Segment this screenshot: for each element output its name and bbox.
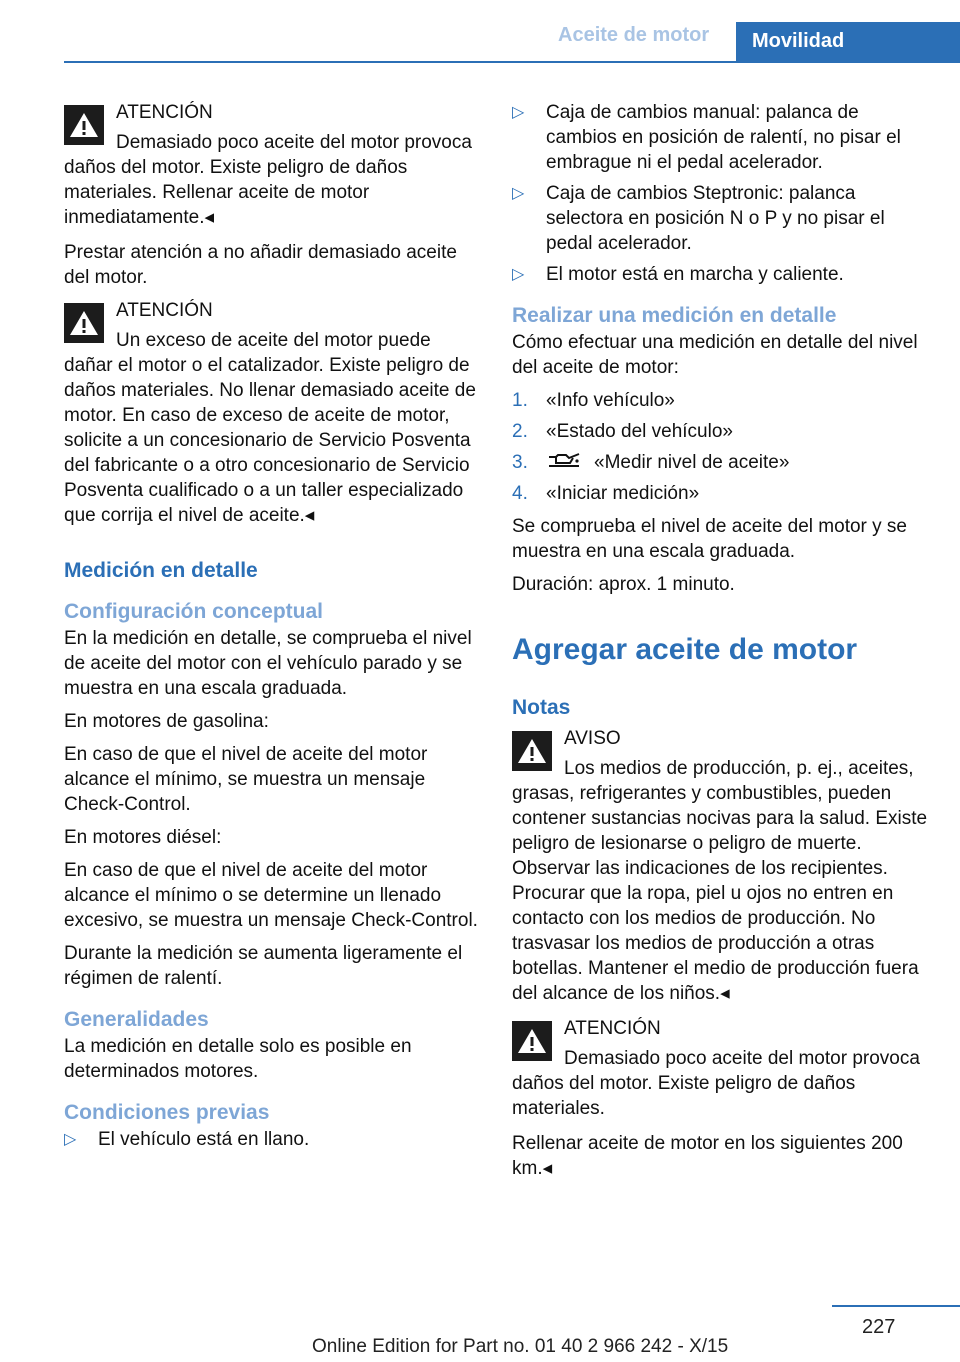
right-column — [512, 100, 932, 1189]
section-heading: Medición en detalle — [64, 559, 258, 582]
step-number: 4. — [512, 483, 528, 505]
paragraph: En motores diésel: — [64, 827, 222, 848]
list-item-text: Caja de cambios Steptronic: palanca selectora en posición N o P y no pisar el pedal acelerador. — [546, 183, 885, 254]
bullet-list — [64, 1127, 482, 1152]
warning-title: ATENCIÓN — [116, 102, 213, 123]
chapter-heading: Agregar aceite de motor — [512, 633, 858, 667]
step-text: «Medir nivel de aceite» — [594, 452, 790, 473]
bullet-marker: ▷ — [512, 266, 525, 283]
subsection-heading: Realizar una medición en detalle — [512, 304, 837, 327]
warning-triangle-icon — [512, 1021, 552, 1061]
paragraph: En caso de que el nivel de aceite del motor alcance el mínimo, se muestra un mensaje Check-Control. — [64, 744, 428, 815]
step-text: «Iniciar medición» — [546, 483, 700, 505]
step-number: 3. — [512, 452, 528, 473]
left-column — [64, 100, 482, 1162]
footer-rule — [832, 1305, 960, 1307]
list-item-text: El vehículo está en llano. — [98, 1129, 310, 1150]
oil-level-icon — [546, 450, 582, 475]
warning-triangle-icon — [64, 303, 104, 343]
warning-block — [64, 100, 482, 230]
warning-title: ATENCIÓN — [116, 300, 213, 321]
bullet-marker: ▷ — [512, 104, 525, 121]
chapter-tab: Movilidad — [736, 22, 960, 62]
bullet-list — [512, 100, 932, 287]
header-rule — [64, 61, 960, 63]
warning-title: ATENCIÓN — [564, 1018, 661, 1040]
section-heading: Notas — [512, 696, 571, 720]
bullet-marker: ▷ — [64, 1131, 77, 1148]
paragraph: Duración: aprox. 1 minuto. — [512, 574, 735, 596]
warning-block — [512, 726, 932, 1006]
bullet-marker: ▷ — [512, 185, 525, 202]
list-item-text: Caja de cambios manual: palanca de cambios en posición de ralentí, no pisar el embrague ni el pedal acelerador. — [546, 102, 901, 173]
warning-text: Los medios de producción, p. ej., aceites, grasas, refrigerantes y combustibles, pueden contener sustancias nocivas para la salud. Existe peligro de lesionarse o peligro de muerte. Observar las indicaciones de los recipientes. Procurar que la ropa, piel u ojos no entren en contacto con los medios de producción. No trasvasar los medios de producción a otras botellas. Mantener el medio de producción fuera del alcance de los niños.◂ — [512, 758, 928, 1005]
paragraph: Rellenar aceite de motor en los siguientes 200 km.◂ — [512, 1133, 903, 1180]
subsection-heading: Generalidades — [64, 1008, 209, 1031]
edition-footer: Online Edition for Part no. 01 40 2 966 242 - X/15 — [312, 1336, 729, 1357]
step-item — [512, 450, 932, 475]
subsection-heading: Condiciones previas — [64, 1101, 270, 1124]
step-number: 2. — [512, 421, 528, 442]
list-item — [512, 181, 932, 256]
warning-block — [64, 298, 482, 528]
step-text: «Info vehículo» — [546, 390, 675, 411]
paragraph: La medición en detalle solo es posible en determinados motores. — [64, 1036, 412, 1082]
step-number: 1. — [512, 390, 528, 411]
subsection-heading: Configuración conceptual — [64, 600, 324, 623]
section-tab: Aceite de motor — [558, 24, 710, 46]
paragraph: En caso de que el nivel de aceite del motor alcance el mínimo o se determine un llenado excesivo, se muestra un mensaje Check-Control. — [64, 860, 478, 931]
steps-list — [512, 388, 932, 506]
list-item — [64, 1127, 482, 1152]
paragraph: Prestar atención a no añadir demasiado aceite del motor. — [64, 242, 457, 288]
paragraph: Se comprueba el nivel de aceite del motor y se muestra en una escala graduada. — [512, 516, 907, 563]
list-item-text: El motor está en marcha y caliente. — [546, 264, 844, 285]
warning-triangle-icon — [512, 731, 552, 771]
warning-title: AVISO — [564, 728, 621, 750]
page-number: 227 — [862, 1316, 896, 1338]
paragraph: Durante la medición se aumenta ligeramente el régimen de ralentí. — [64, 943, 463, 989]
warning-text: Demasiado poco aceite del motor provoca daños del motor. Existe peligro de daños materiales. — [512, 1048, 920, 1120]
warning-text: Demasiado poco aceite del motor provoca daños del motor. Existe peligro de daños materiales. Rellenar aceite de motor inmediatamente.◂ — [64, 132, 472, 228]
paragraph: En la medición en detalle, se comprueba el nivel de aceite del motor con el vehículo parado y se muestra en una escala graduada. — [64, 628, 472, 699]
step-item — [512, 388, 932, 413]
step-text: «Estado del vehículo» — [546, 421, 733, 442]
paragraph: Cómo efectuar una medición en detalle del nivel del aceite de motor: — [512, 332, 918, 378]
paragraph: En motores de gasolina: — [64, 711, 269, 732]
list-item — [512, 262, 932, 287]
list-item — [512, 100, 932, 175]
page-header — [0, 0, 960, 62]
warning-block — [512, 1016, 932, 1121]
warning-triangle-icon — [64, 105, 104, 145]
step-item — [512, 419, 932, 444]
step-item — [512, 481, 932, 506]
warning-text: Un exceso de aceite del motor puede dañar el motor o el catalizador. Existe peligro de daños materiales. No llenar demasiado aceite de motor. En caso de exceso de aceite de motor, solicite a un concesionario de Servicio Posventa del fabricante o a otro concesionario de Servicio Posventa cualificado o a un taller especializado que corrija el nivel de aceite.◂ — [64, 330, 476, 526]
